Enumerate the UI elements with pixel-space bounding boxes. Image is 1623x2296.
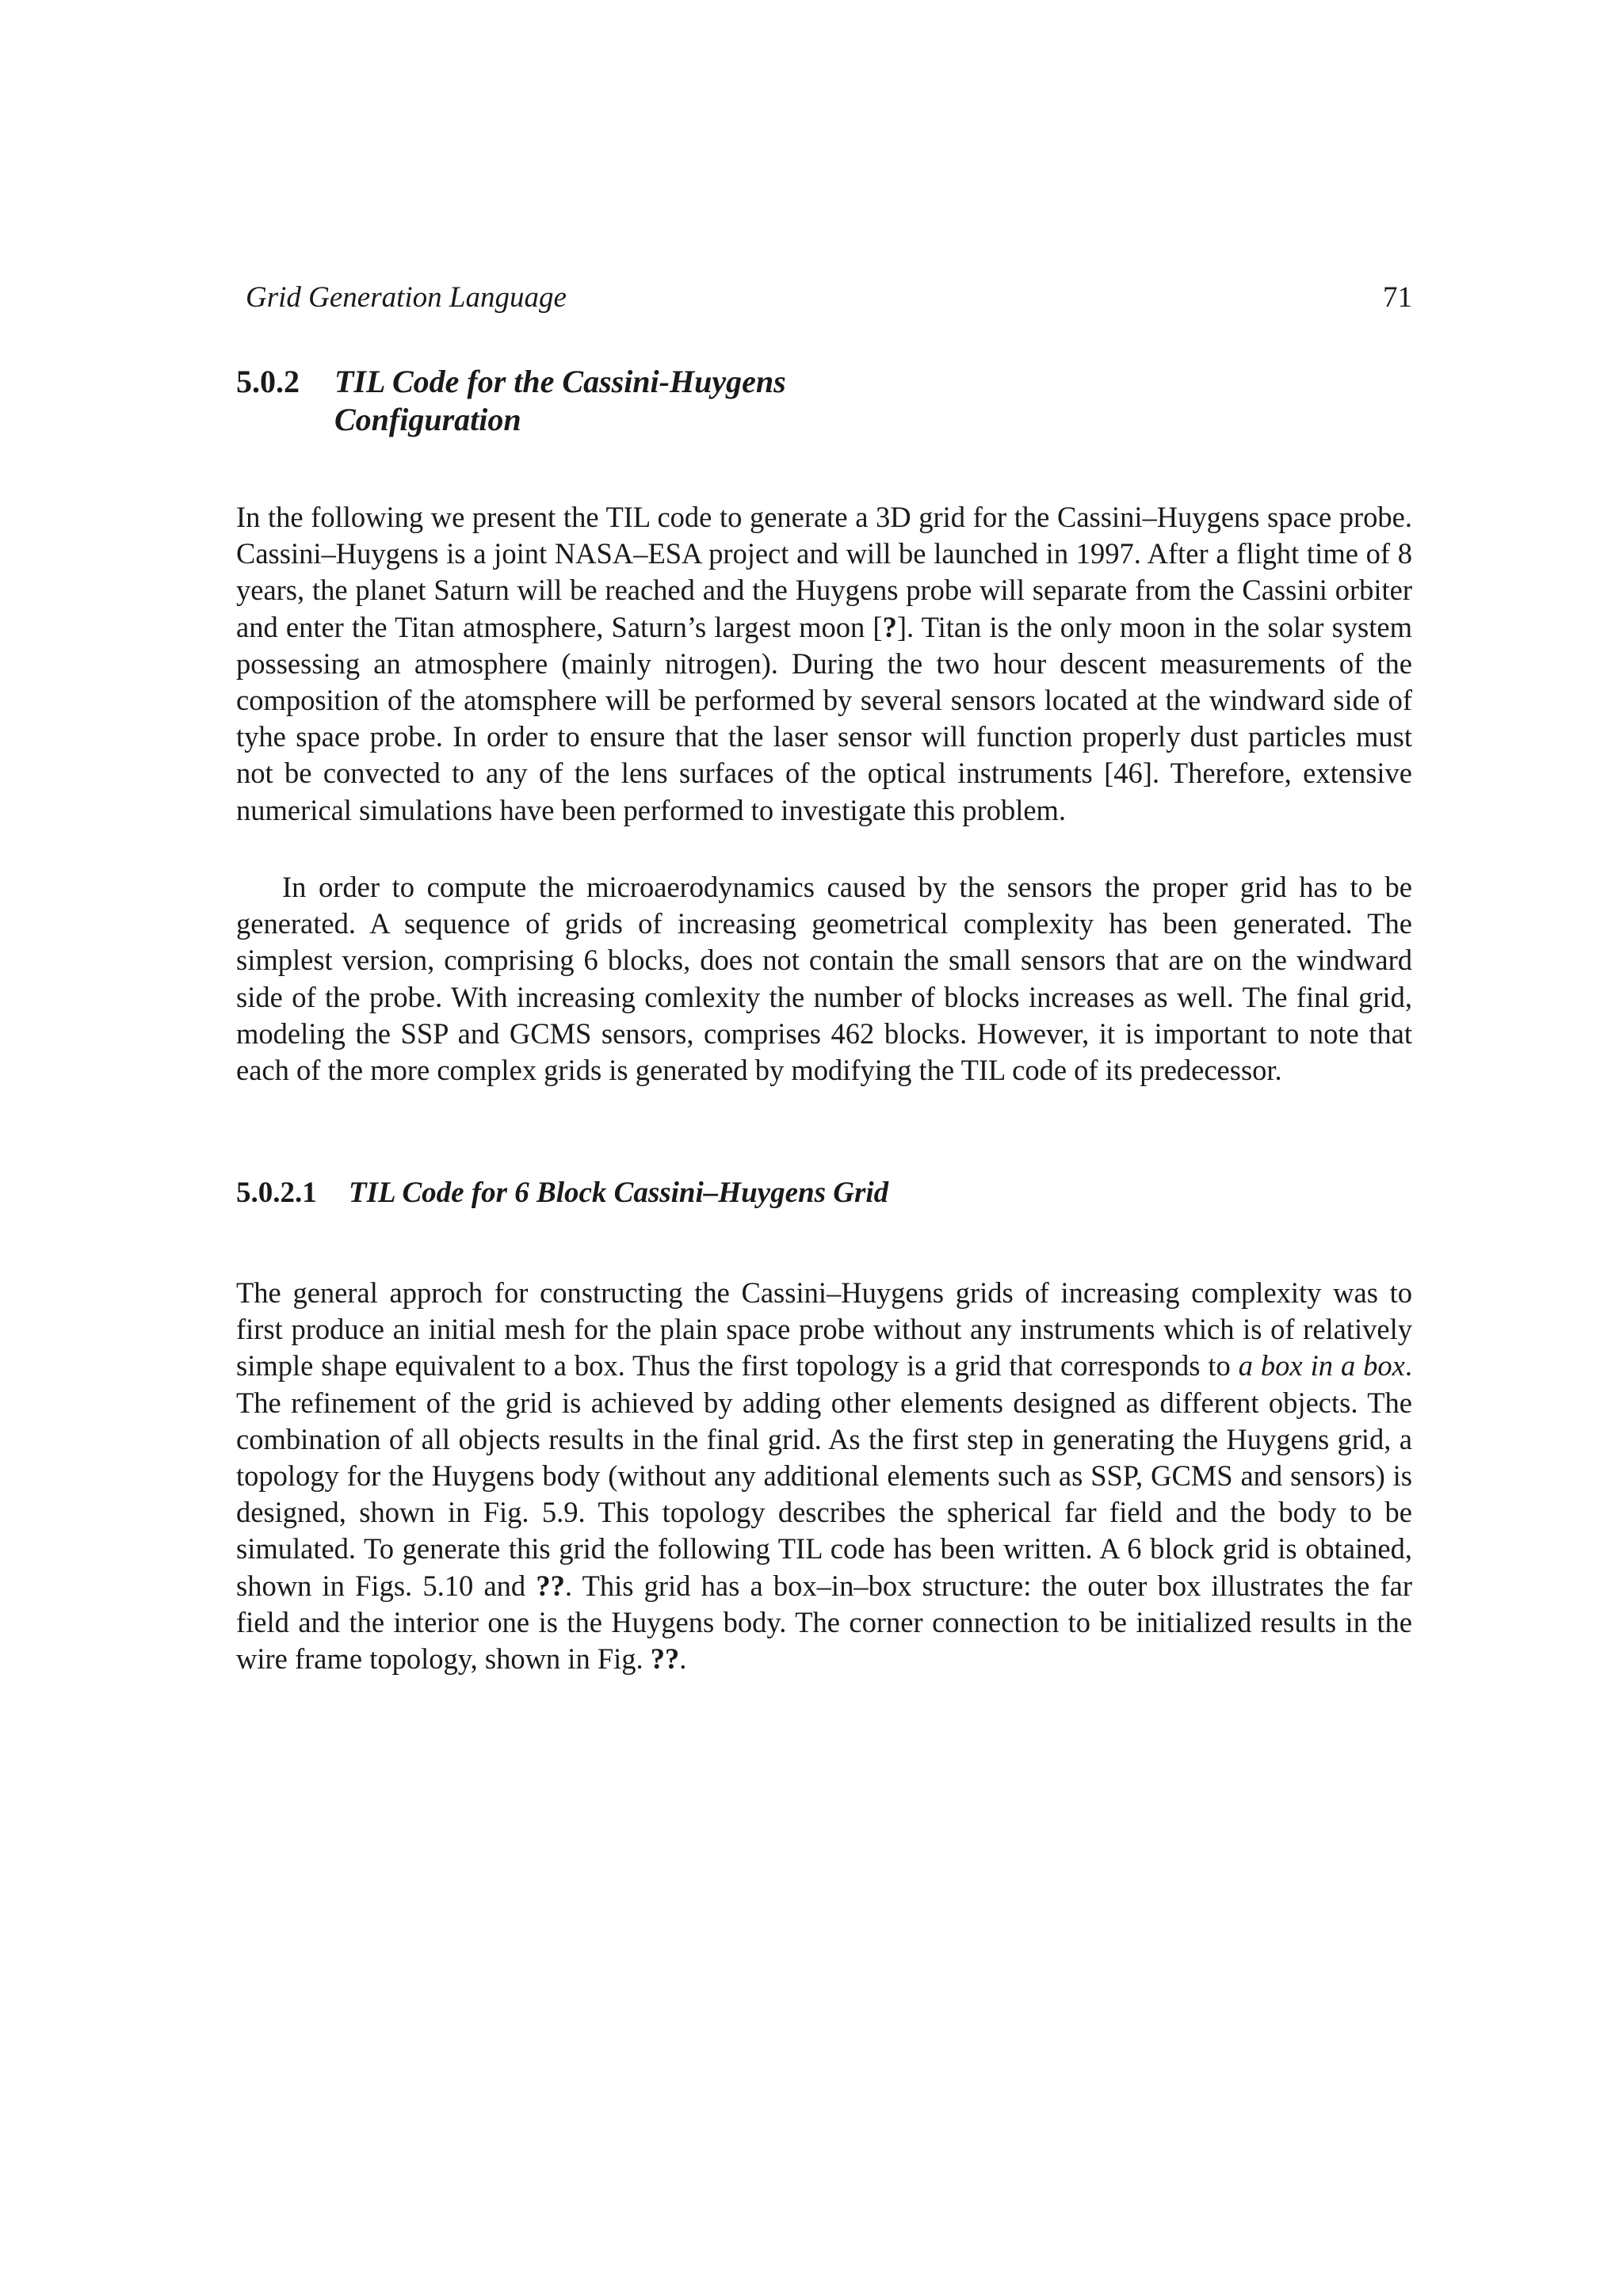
page-number: 71 (1383, 281, 1412, 314)
subsection-title: TIL Code for 6 Block Cassini–Huygens Grid (349, 1177, 889, 1209)
paragraph-approach-text-4: . (679, 1642, 687, 1676)
section-number: 5.0.2 (236, 364, 300, 399)
paragraph-approach (236, 1275, 1412, 1677)
paragraph-intro-text-2: ]. Titan is the only moon in the solar system possessing an atmosphere (mainly nitrogen). During the two hour descent measurements of the composition of the atomsphere will be performed by several sensors located at the windward side of tyhe space probe. In order to ensure that the laser sensor will function properly dust particles must not be convected to any of the lens surfaces of the optical instruments [46]. Therefore, extensive numerical simulations have been performed to investigate this problem. (236, 610, 1412, 826)
paragraph-approach-text-3: . This grid has a box–in–box structure: the outer box illustrates the far field and the interior one is the Huygens body. The corner connection to be initialized results in the wire frame topology, shown in Fig. (236, 1569, 1412, 1676)
paragraph-approach-text-1: The general approch for constructing the Cassini–Huygens grids of increasing complexity was to first produce an initial mesh for the plain space probe without any instruments which is of relatively simple shape equivalent to a box. Thus the first topology is a grid that corresponds to (236, 1276, 1412, 1383)
paragraph-approach-text-2: . The refinement of the grid is achieved by adding other elements designed as different objects. The combination of all objects results in the final grid. As the first step in generating the Huygens grid, a topology for the Huygens body (without any additional elements such as SSP, GCMS and sensors) is designed, shown in Fig. 5.9. This topology describes the spherical far field and the body to be simulated. To generate this grid the following TIL code has been written. A 6 block grid is obtained, shown in Figs. 5.10 and (236, 1349, 1412, 1602)
figure-ref-placeholder-1: ?? (536, 1569, 565, 1602)
paragraph-grid-sequence: In order to compute the microaerodynamics caused by the sensors the proper grid has to be generated. A sequence of grids of increasing geometrical complexity has been generated. The simplest version, comprising 6 blocks, does not contain the small sensors that are on the windward side of the probe. With increasing comlexity the number of blocks increases as well. The final grid, modeling the SSP and GCMS sensors, comprises 462 blocks. However, it is important to note that each of the more complex grids is generated by modifying the TIL code of its predecessor. (236, 871, 1412, 1087)
subsection-number: 5.0.2.1 (236, 1177, 317, 1209)
paragraph-intro (236, 499, 1412, 829)
figure-ref-placeholder-2: ?? (650, 1642, 680, 1676)
citation-placeholder: ? (882, 610, 897, 643)
emphasis-box-in-box: a box in a box (1238, 1349, 1405, 1383)
paragraph-intro-text-1: In the following we present the TIL code to generate a 3D grid for the Cassini–Huygens space probe. Cassini–Huygens is a joint NASA–ESA project and will be launched in 1997. After a flight time of 8 years, the planet Saturn will be reached and the Huygens probe will separate from the Cassini orbiter and enter the Titan atmosphere, Saturn’s largest moon [ (236, 501, 1412, 643)
running-head-title: Grid Generation Language (246, 281, 567, 314)
section-title: TIL Code for the Cassini-Huygens Configuration (334, 364, 786, 437)
running-head (246, 279, 1412, 317)
